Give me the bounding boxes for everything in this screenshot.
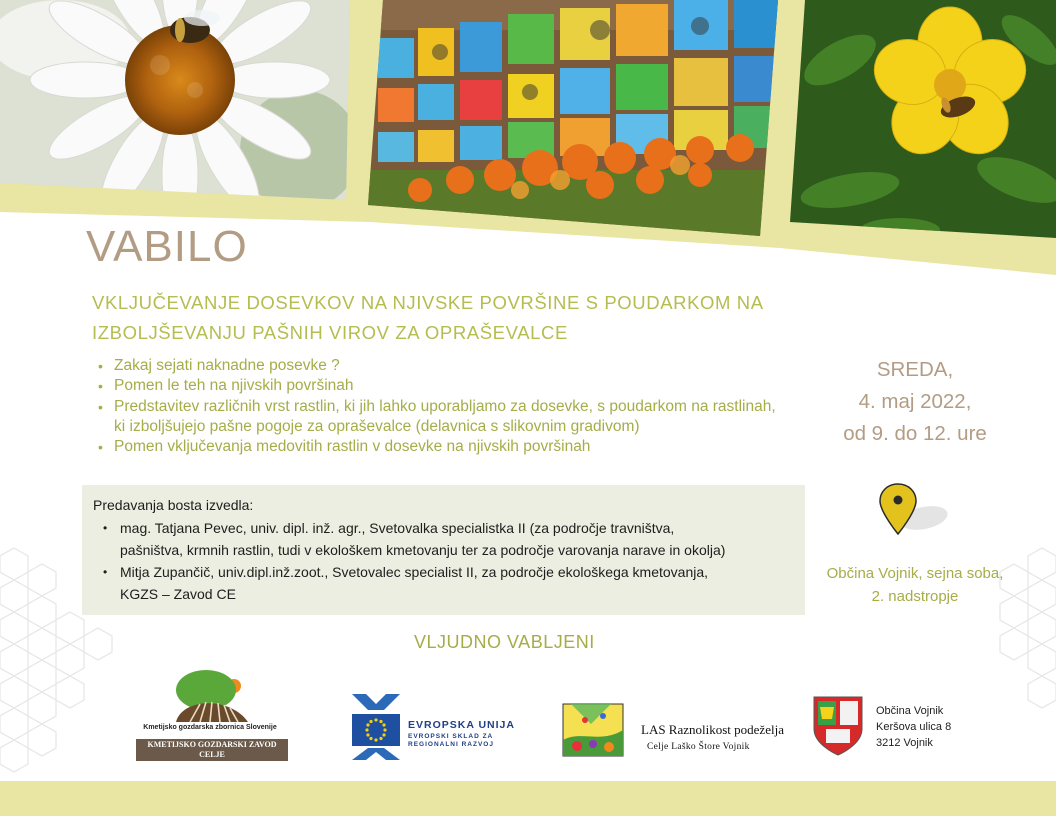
vojnik-coat-of-arms-icon bbox=[812, 695, 864, 757]
eu-fund-line: EVROPSKI SKLAD ZA bbox=[408, 733, 494, 740]
topic-item: • Predstavitev različnih vrst rastlin, ki jih lahko uporabljamo za dosevke, s poudarkom na rastlinah, ki izboljšujejo pašne pogoje za opraševalce (delavnica s slikovnim gradivom) bbox=[97, 397, 777, 438]
vojnik-name: Občina Vojnik bbox=[876, 705, 944, 717]
topic-item: • Zakaj sejati naknadne posevke ? bbox=[97, 356, 777, 376]
topic-item: • Pomen le teh na njivskih površinah bbox=[97, 376, 777, 396]
page-title: VABILO bbox=[86, 222, 248, 271]
vojnik-municipality-logo bbox=[812, 695, 982, 761]
lecturers-heading: Predavanja bosta izvedla: bbox=[93, 497, 254, 513]
kgz-celje-logo bbox=[130, 668, 290, 764]
las-logo bbox=[561, 700, 786, 764]
venue-line: 2. nadstropje bbox=[871, 588, 959, 605]
eu-flag-icon bbox=[350, 692, 402, 762]
venue-line: Občina Vojnik, sejna soba, bbox=[826, 565, 1004, 582]
lecturer-line: pašništva, krmnih rastlin, tudi v ekološkem kmetovanju ter za področje varovanja narave in okolja) bbox=[120, 542, 726, 558]
subtitle-line: IZBOLJŠEVANJU PAŠNIH VIROV ZA OPRAŠEVALCE bbox=[92, 322, 568, 343]
invitation-text: VLJUDNO VABLJENI bbox=[414, 632, 595, 652]
eu-regional-fund-logo bbox=[350, 692, 530, 762]
vojnik-address bbox=[876, 703, 951, 751]
event-subtitle bbox=[92, 288, 812, 348]
eu-union-label: EVROPSKA UNIJA bbox=[408, 719, 515, 731]
beehives-photo bbox=[368, 0, 778, 236]
kgz-institute-city: CELJE bbox=[199, 750, 225, 759]
location-pin-icon bbox=[878, 482, 950, 540]
event-date bbox=[820, 354, 1010, 450]
las-name: LAS Raznolikost podeželja bbox=[641, 722, 784, 737]
vojnik-postcode: 3212 Vojnik bbox=[876, 737, 933, 749]
lecturers-list bbox=[93, 517, 793, 605]
lecturer-line: • Mitja Zupančič, univ.dipl.inž.zoot., Svetovalec specialist II, za področje ekološkega kmetovanja, bbox=[120, 564, 709, 580]
event-date-value: 4. maj 2022, bbox=[858, 390, 972, 413]
lecturer-item bbox=[93, 561, 793, 605]
kgz-chamber-name: Kmetijsko gozdarska zbornica Slovenije bbox=[143, 724, 277, 731]
eu-fund-label bbox=[408, 733, 494, 749]
eu-fund-line: REGIONALNI RAZVOJ bbox=[408, 741, 494, 748]
topics-list bbox=[97, 356, 777, 457]
lecturer-line: KGZS – Zavod CE bbox=[120, 586, 236, 602]
event-venue bbox=[810, 562, 1020, 608]
vojnik-street: Keršova ulica 8 bbox=[876, 721, 952, 733]
event-day: SREDA, bbox=[876, 358, 954, 381]
kgz-institute-line: KMETIJSKO GOZDARSKI ZAVOD bbox=[147, 740, 277, 749]
lecturers-box bbox=[82, 485, 805, 615]
lecturer-line: • mag. Tatjana Pevec, univ. dipl. inž. agr., Svetovalka specialistka II (za področje travništva, bbox=[120, 520, 675, 536]
event-time: od 9. do 12. ure bbox=[843, 422, 987, 445]
las-emblem-icon bbox=[561, 700, 627, 760]
footer-band bbox=[0, 781, 1056, 816]
las-municipalities: Celje Laško Štore Vojnik bbox=[647, 742, 750, 752]
yellow-flower-photo bbox=[790, 0, 1056, 242]
subtitle-line: VKLJUČEVANJE DOSEVKOV NA NJIVSKE POVRŠINE S POUDARKOM NA bbox=[92, 292, 764, 313]
kgz-institute-label bbox=[136, 739, 288, 761]
lecturer-item bbox=[93, 517, 793, 561]
kgz-emblem-icon bbox=[130, 668, 290, 724]
topic-item: • Pomen vključevanja medovitih rastlin v dosevke na njivskih površinah bbox=[97, 437, 777, 457]
